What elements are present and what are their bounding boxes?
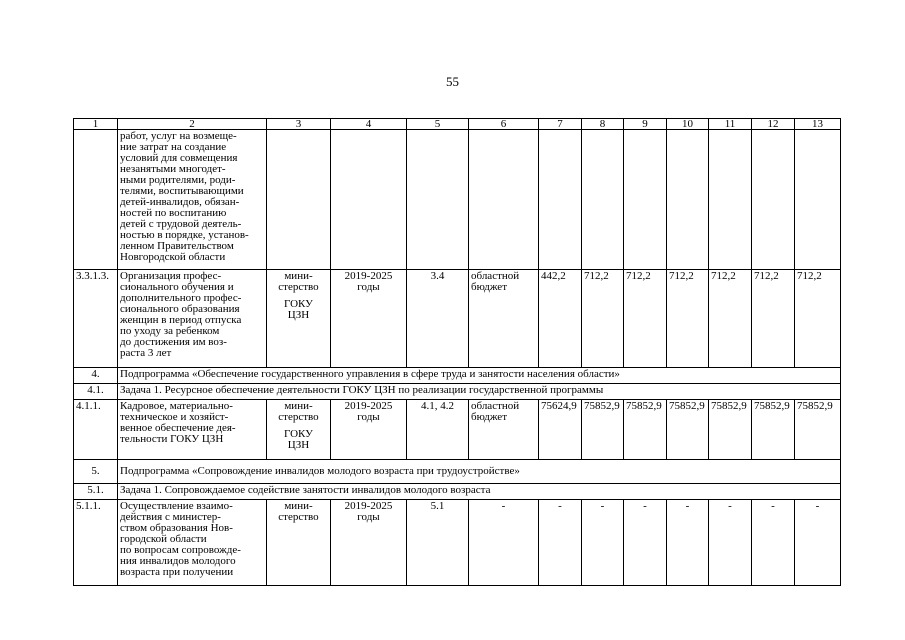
executor-gokuczn: ГОКУ ЦЗН <box>284 428 313 451</box>
row-number: 5.1. <box>74 484 118 500</box>
row-number: 4.1. <box>74 384 118 400</box>
source-cell: областной бюджет <box>469 400 539 460</box>
header-cell: 11 <box>709 119 752 130</box>
header-cell: 7 <box>539 119 582 130</box>
row-number: 3.3.1.3. <box>74 270 118 368</box>
period-cell: 2019-2025 годы <box>331 400 407 460</box>
value-cell: - <box>624 500 667 586</box>
executor-cell <box>267 400 331 460</box>
value-cell: 75852,9 <box>582 400 624 460</box>
period-cell: 2019-2025 годы <box>331 500 407 586</box>
value-cell: 712,2 <box>795 270 841 368</box>
value-cell: - <box>752 500 795 586</box>
table-row <box>74 460 841 484</box>
header-cell: 2 <box>118 119 267 130</box>
value-cell: 75852,9 <box>709 400 752 460</box>
table-row <box>74 270 841 368</box>
value-cell: - <box>795 500 841 586</box>
activity-text: работ, услуг на возмеще- ние затрат на создание условий для совмещения незанятыми многодет- ными родителями, роди- телями, воспитывающими детей-инвалидов, обязан- ностей по воспитанию детей с трудовой деятель- ностью в порядке, установ- ленном Правительством Новгородской области <box>118 130 267 270</box>
executor-ministry: мини- стерство <box>278 270 319 293</box>
target-cell: 3.4 <box>407 270 469 368</box>
value-cell: 75624,9 <box>539 400 582 460</box>
executor-gokuczn: ГОКУ ЦЗН <box>284 298 313 321</box>
value-cell: 75852,9 <box>667 400 709 460</box>
value-cell: - <box>667 500 709 586</box>
value-cell: - <box>709 500 752 586</box>
source-cell: областной бюджет <box>469 270 539 368</box>
value-cell: 712,2 <box>582 270 624 368</box>
value-cell: - <box>539 500 582 586</box>
row-number: 5. <box>74 460 118 484</box>
value-cell: 75852,9 <box>795 400 841 460</box>
row-number: 4.1.1. <box>74 400 118 460</box>
activity-text: Осуществление взаимо- действия с министер- ством образования Нов- городской области по вопросам сопровожде- ния инвалидов молодого возраста при получении <box>118 500 267 586</box>
value-cell: 712,2 <box>752 270 795 368</box>
value-cell: 75852,9 <box>624 400 667 460</box>
header-row <box>74 119 841 130</box>
source-cell: - <box>469 500 539 586</box>
header-cell: 6 <box>469 119 539 130</box>
value-cell: 712,2 <box>667 270 709 368</box>
page-number: 55 <box>446 74 459 89</box>
task-title: Задача 1. Ресурсное обеспечение деятельности ГОКУ ЦЗН по реализации государственной программы <box>118 384 841 400</box>
activity-text: Организация профес- сионального обучения и дополнительного профес- сионального образования женщин в период отпуска по уходу за ребенком до достижения им воз- раста 3 лет <box>118 270 267 368</box>
period-cell: 2019-2025 годы <box>331 270 407 368</box>
executor-ministry: мини- стерство <box>278 400 319 423</box>
table-row <box>74 368 841 384</box>
table-row <box>74 130 841 270</box>
value-cell: 712,2 <box>624 270 667 368</box>
subprogram-title: Подпрограмма «Обеспечение государственного управления в сфере труда и занятости населения области» <box>118 368 841 384</box>
row-number: 5.1.1. <box>74 500 118 586</box>
task-title: Задача 1. Сопровождаемое содействие занятости инвалидов молодого возраста <box>118 484 841 500</box>
table-row <box>74 484 841 500</box>
header-cell: 5 <box>407 119 469 130</box>
value-cell: - <box>582 500 624 586</box>
header-cell: 4 <box>331 119 407 130</box>
target-cell: 4.1, 4.2 <box>407 400 469 460</box>
value-cell: 75852,9 <box>752 400 795 460</box>
value-cell: 442,2 <box>539 270 582 368</box>
table-row <box>74 400 841 460</box>
subprogram-title: Подпрограмма «Сопровождение инвалидов молодого возраста при трудоустройстве» <box>118 460 841 484</box>
header-cell: 10 <box>667 119 709 130</box>
program-table <box>73 118 841 586</box>
activity-text: Кадровое, материально- техническое и хозяйст- венное обеспечение дея- тельности ГОКУ ЦЗН <box>118 400 267 460</box>
header-cell: 12 <box>752 119 795 130</box>
header-cell: 1 <box>74 119 118 130</box>
header-cell: 8 <box>582 119 624 130</box>
header-cell: 3 <box>267 119 331 130</box>
table-row <box>74 500 841 586</box>
target-cell: 5.1 <box>407 500 469 586</box>
row-number: 4. <box>74 368 118 384</box>
value-cell: 712,2 <box>709 270 752 368</box>
executor-ministry: мини- стерство <box>267 500 331 586</box>
header-cell: 13 <box>795 119 841 130</box>
table-row <box>74 384 841 400</box>
executor-cell <box>267 270 331 368</box>
header-cell: 9 <box>624 119 667 130</box>
